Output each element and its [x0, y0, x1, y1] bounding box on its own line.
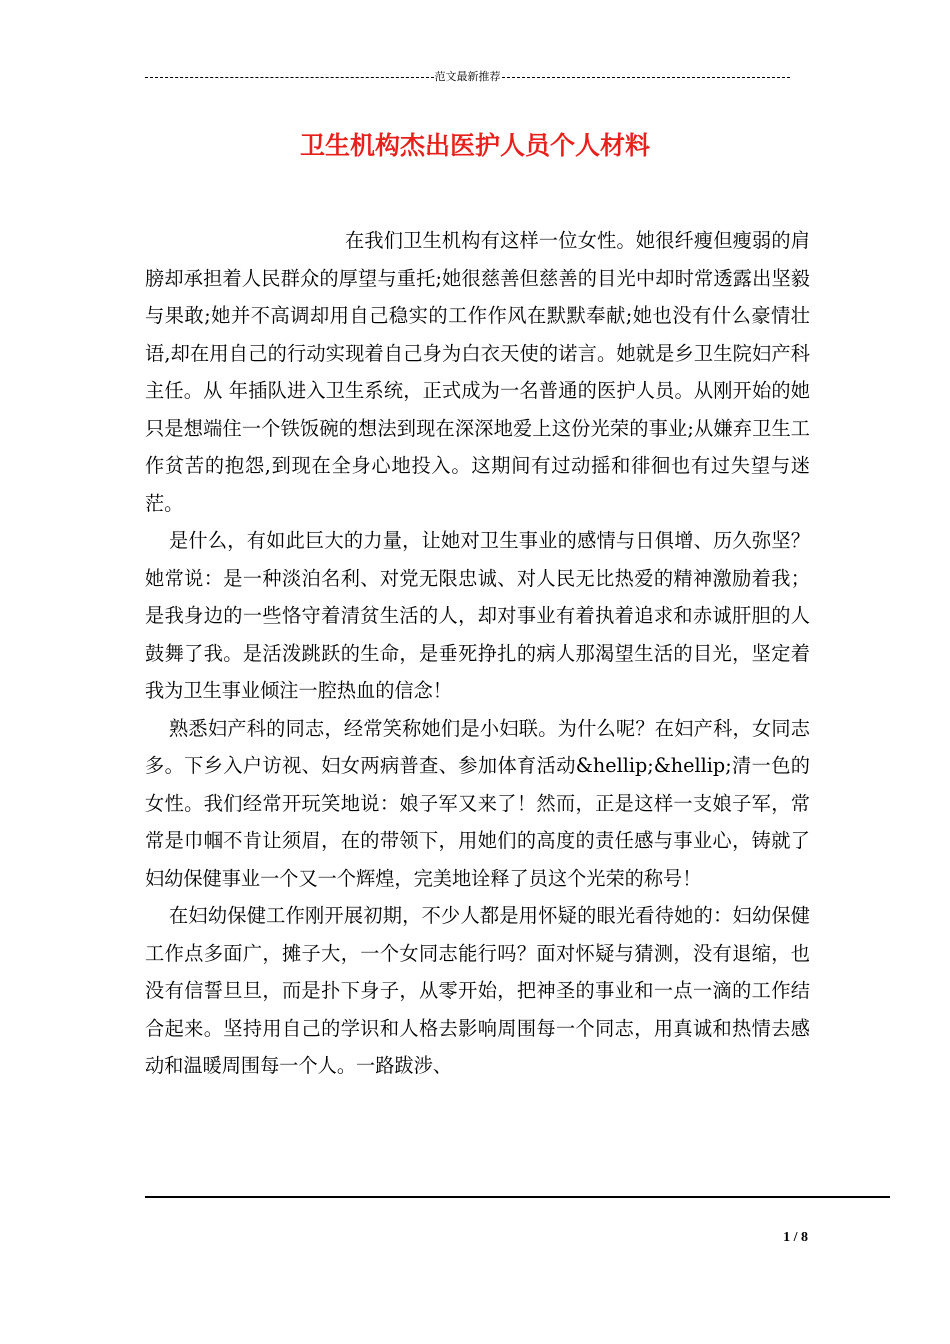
- paragraph-2: 是什么，有如此巨大的力量，让她对卫生事业的感情与日俱增、历久弥坚？她常说：是一种淡泊名利、对党无限忠诚、对人民无比热爱的精神激励着我；是我身边的一些恪守着清贫生活的人，却对事业有着执着追求和赤诚肝胆的人鼓舞了我。是活泼跳跃的生命，是垂死挣扎的病人那渴望生活的目光，坚定着我为卫生事业倾注一腔热血的信念！: [145, 529, 810, 702]
- page-header: [145, 67, 790, 87]
- header-dashed-line-right: [502, 77, 791, 78]
- paragraph-1: 在我们卫生机构有这样一位女性。她很纤瘦但瘦弱的肩膀却承担着人民群众的厚望与重托;她很慈善但慈善的目光中却时常透露出坚毅与果敢;她并不高调却用自己稳实的工作作风在默默奉献;她也没有什么豪情壮语,却在用自己的行动实现着自己身为白衣天使的诺言。她就是乡卫生院妇产科主任。从 年插队进入卫生系统，正式成为一名普通的医护人员。从刚开始的她只是想端住一个铁饭碗的想法到现在深深地爱上这份光荣的事业;从嫌弃卫生工作贫苦的抱怨,到现在全身心地投入。这期间有过动摇和徘徊也有过失望与迷茫。: [145, 229, 810, 515]
- footer-divider: [145, 1196, 890, 1198]
- document-body: [145, 222, 810, 1085]
- paragraph-4: 在妇幼保健工作刚开展初期，不少人都是用怀疑的眼光看待她的：妇幼保健工作点多面广，摊子大，一个女同志能行吗？面对怀疑与猜测，没有退缩，也没有信誓旦旦，而是扑下身子，从零开始，把神圣的事业和一点一滴的工作结合起来。坚持用自己的学识和人格去影响周围每一个同志，用真诚和热情去感动和温暖周围每一个人。一路跋涉、: [145, 904, 810, 1077]
- document-title: 卫生机构杰出医护人员个人材料: [299, 131, 650, 160]
- header-text: 范文最新推荐: [434, 70, 501, 83]
- page-number: 1 / 8: [783, 1230, 808, 1245]
- header-dashed-line-left: [145, 77, 434, 78]
- paragraph-3: 熟悉妇产科的同志，经常笑称她们是小妇联。为什么呢？在妇产科，女同志多。下乡入户访视、妇女两病普查、参加体育活动&hellip;&hellip;清一色的女性。我们经常开玩笑地说：娘子军又来了！然而，正是这样一支娘子军，常常是巾帼不肯让须眉，在的带领下，用她们的高度的责任感与事业心，铸就了妇幼保健事业一个又一个辉煌，完美地诠释了员这个光荣的称号！: [145, 716, 810, 890]
